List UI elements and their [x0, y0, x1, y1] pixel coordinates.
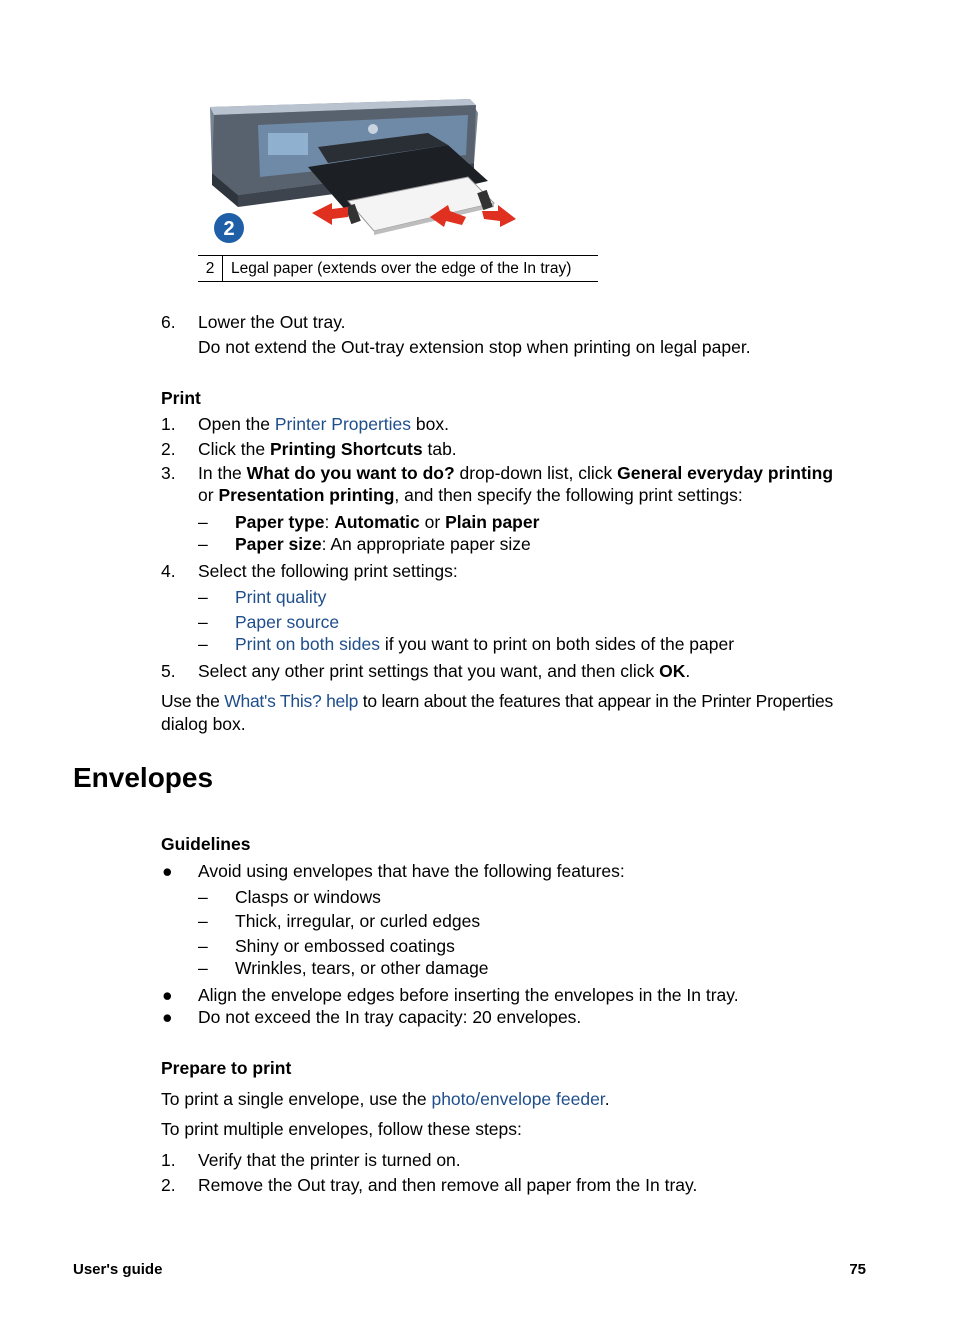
- print-step-3-line1: In the What do you want to do? drop-down list, click General everyday printing: [198, 463, 834, 483]
- feature-item: Clasps or windows: [235, 887, 381, 907]
- print-on-both-sides-link[interactable]: Print on both sides: [235, 634, 380, 654]
- printer-properties-link[interactable]: Printer Properties: [274, 414, 412, 434]
- envelopes-title: Envelopes: [73, 762, 214, 793]
- print-heading: Print: [161, 388, 201, 408]
- footer-title: User's guide: [73, 1261, 163, 1278]
- print-step-5-number: 5.: [161, 661, 176, 681]
- dash: –: [198, 634, 208, 654]
- bullet: ●: [162, 861, 173, 881]
- print-step-4-number: 4.: [161, 561, 176, 581]
- feature-item: Thick, irregular, or curled edges: [235, 911, 481, 931]
- dash: –: [198, 958, 208, 978]
- paper-type-setting: Paper type: Automatic or Plain paper: [235, 512, 540, 532]
- printer-illustration: [198, 85, 528, 250]
- caption-number: 2: [198, 256, 223, 281]
- print-step-1-number: 1.: [161, 414, 176, 434]
- print-quality-link[interactable]: Print quality: [235, 587, 327, 607]
- guideline-align: Align the envelope edges before inserting the envelopes in the In tray.: [198, 985, 739, 1005]
- print-step-3-line2: or Presentation printing, and then specify the following print settings:: [198, 485, 743, 505]
- print-step-5: Select any other print settings that you want, and then click OK.: [198, 661, 691, 681]
- envelope-step-1-number: 1.: [161, 1150, 176, 1170]
- guideline-avoid: Avoid using envelopes that have the following features:: [198, 861, 625, 881]
- print-step-2: Click the Printing Shortcuts tab.: [198, 439, 457, 459]
- caption-text: Legal paper (extends over the edge of the In tray): [231, 260, 572, 277]
- whats-this-help-link[interactable]: What's This? help: [224, 691, 359, 711]
- dash: –: [198, 534, 208, 554]
- print-quality-item: [235, 587, 326, 608]
- dash: –: [198, 936, 208, 956]
- dash: –: [198, 887, 208, 907]
- dash: –: [198, 612, 208, 632]
- help-paragraph-line1: Use the What's This? help to learn about the features that appear in the Printer Properties: [161, 691, 833, 711]
- single-envelope-paragraph: To print a single envelope, use the photo/envelope feeder.: [161, 1089, 610, 1109]
- dash: –: [198, 911, 208, 931]
- step-6-text: Lower the Out tray.: [198, 312, 346, 332]
- bullet: ●: [162, 1007, 173, 1027]
- print-both-sides-item: Print on both sides if you want to print on both sides of the paper: [235, 634, 735, 654]
- paper-source-item: [235, 612, 339, 633]
- help-paragraph-line2: dialog box.: [161, 714, 246, 734]
- feature-item: Shiny or embossed coatings: [235, 936, 455, 956]
- figure-caption-table: [198, 255, 598, 282]
- envelope-step-2-number: 2.: [161, 1175, 176, 1195]
- step-6-note: Do not extend the Out-tray extension stop when printing on legal paper.: [198, 337, 751, 357]
- multiple-envelopes-paragraph: To print multiple envelopes, follow these steps:: [161, 1119, 522, 1139]
- prepare-heading: Prepare to print: [161, 1058, 292, 1078]
- print-step-3-number: 3.: [161, 463, 176, 483]
- print-step-2-number: 2.: [161, 439, 176, 459]
- paper-source-link[interactable]: Paper source: [235, 612, 340, 632]
- step-6-number: 6.: [161, 312, 176, 332]
- callout-number: 2: [223, 218, 235, 240]
- envelope-step-2: Remove the Out tray, and then remove all paper from the In tray.: [198, 1175, 698, 1195]
- envelope-step-1: Verify that the printer is turned on.: [198, 1150, 461, 1170]
- guidelines-heading: Guidelines: [161, 834, 251, 854]
- print-step-4: Select the following print settings:: [198, 561, 458, 581]
- photo-envelope-feeder-link[interactable]: photo/envelope feeder: [431, 1089, 605, 1109]
- dash: –: [198, 587, 208, 607]
- dash: –: [198, 512, 208, 532]
- paper-size-setting: Paper size: An appropriate paper size: [235, 534, 531, 554]
- page-number: 75: [849, 1261, 866, 1278]
- feature-item: Wrinkles, tears, or other damage: [235, 958, 489, 978]
- guideline-capacity: Do not exceed the In tray capacity: 20 envelopes.: [198, 1007, 582, 1027]
- print-step-1: Open the Printer Properties box.: [198, 414, 449, 434]
- bullet: ●: [162, 985, 173, 1005]
